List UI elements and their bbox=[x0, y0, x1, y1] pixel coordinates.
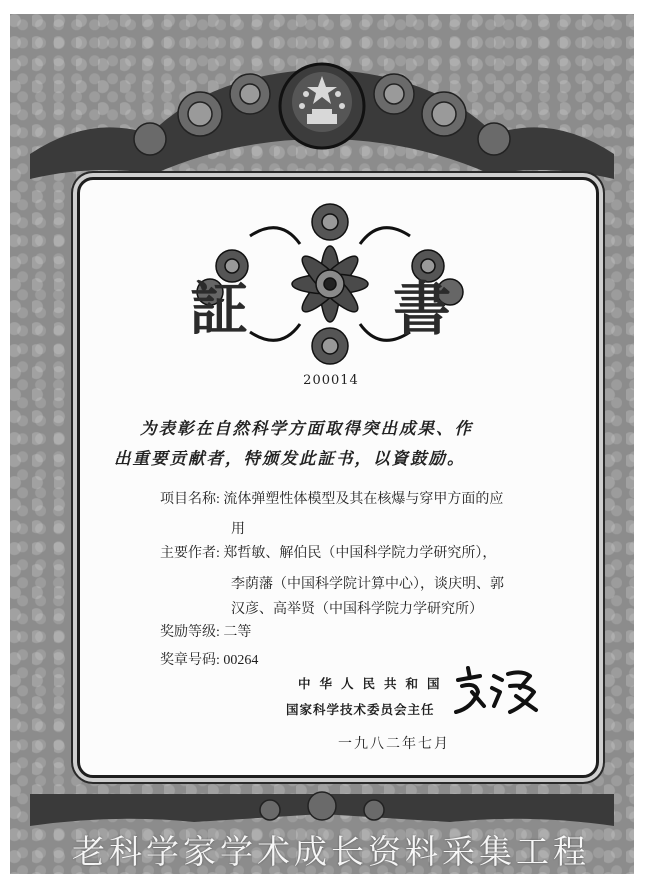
authors-label: 主要作者: bbox=[160, 546, 220, 561]
certificate-title-right: 書 bbox=[393, 275, 452, 343]
authors-line-2: 李荫藩（中国科学院计算中心），谈庆明、郭 bbox=[231, 577, 504, 592]
certificate-number: 200014 bbox=[303, 373, 359, 388]
authors-line-1: 郑哲敏、解伯民（中国科学院力学研究所）， bbox=[223, 546, 497, 561]
watermark-text: 老科学家学术成长资料采集工程 bbox=[72, 832, 590, 871]
project-label: 项目名称: bbox=[160, 492, 220, 507]
issue-date: 一九八二年七月 bbox=[338, 737, 450, 752]
project-field bbox=[160, 486, 503, 513]
national-emblem-icon bbox=[280, 64, 364, 148]
level-field bbox=[160, 619, 251, 646]
badge-field bbox=[160, 647, 258, 674]
certificate-title-left: 証 bbox=[190, 275, 249, 343]
badge-label: 奖章号码: bbox=[160, 653, 220, 668]
badge-value: 00264 bbox=[223, 653, 259, 668]
project-value-cont: 用 bbox=[231, 522, 245, 537]
citation-line-1: 为表彰在自然科学方面取得突出成果、作 bbox=[140, 419, 473, 438]
authors-line-3: 汉彦、高举贤（中国科学院力学研究所） bbox=[231, 602, 483, 617]
level-label: 奖励等级: bbox=[160, 625, 220, 640]
issuer-country: 中华人民共和国 bbox=[298, 677, 449, 691]
citation-text bbox=[114, 414, 560, 474]
level-value: 二等 bbox=[223, 625, 252, 640]
project-value: 流体弹塑性体模型及其在核爆与穿甲方面的应 bbox=[223, 492, 504, 507]
citation-line-2: 出重要贡献者，特颁发此証书，以資鼓励。 bbox=[114, 449, 466, 468]
signature bbox=[450, 662, 542, 718]
authors-field bbox=[160, 540, 496, 567]
issuer-title: 国家科学技术委员会主任 bbox=[286, 703, 435, 717]
